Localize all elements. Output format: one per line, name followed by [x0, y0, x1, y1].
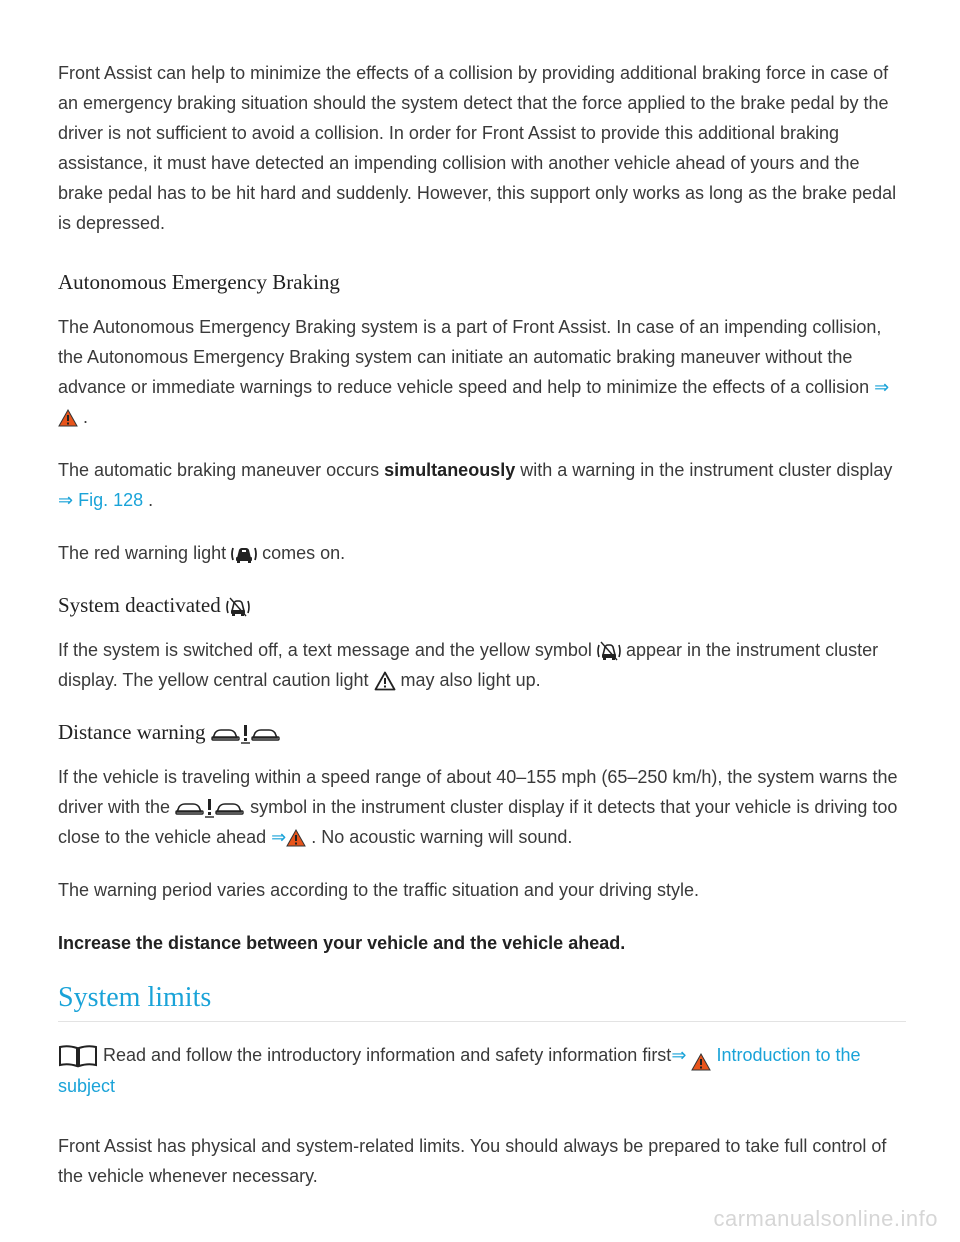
aeb-paragraph-3: The red warning light comes on.: [58, 543, 346, 563]
warning-triangle-icon: [691, 1053, 711, 1071]
watermark: carmanualsonline.info: [713, 1206, 938, 1231]
heading-distance-warning: Distance warning: [58, 718, 906, 746]
front-assist-warning-icon: [231, 544, 257, 564]
heading-autonomous-emergency-braking: Autonomous Emergency Braking: [58, 270, 340, 294]
warning-link[interactable]: ⇒: [58, 377, 889, 427]
aeb-paragraph-1: The Autonomous Emergency Braking system is a part of Front Assist. In case of an impending collision, the Autonomous Emergency Braking system can initiate an automatic braking maneuver without the advance or immediate warnings to reduce vehicle speed and help to minimize the effects of a collision ⇒ .: [58, 317, 890, 427]
section-divider: [58, 1021, 906, 1022]
book-icon: [58, 1044, 98, 1068]
intro-paragraph: Front Assist can help to minimize the effects of a collision by providing additional braking force in case of an emergency braking situation should the system detect that the force applied to the brake pedal by the driver is not sufficient to avoid a collision. In order for Front Assist to provide this additional braking assistance, it must have detected an impending collision with another vehicle ahead of yours and the brake pedal has to be hit hard and suddenly. However, this support only works as long as the brake pedal is depressed.: [58, 63, 897, 233]
front-assist-off-icon: [597, 640, 621, 662]
distance-paragraph-2: The warning period varies according to the traffic situation and your driving style.: [58, 880, 700, 900]
fig-128-link[interactable]: ⇒ Fig. 128: [58, 490, 144, 510]
distance-paragraph-1: If the vehicle is traveling within a speed range of about 40–155 mph (65–250 km/h), the system warns the driver with the symbol in the instrument cluster display if it detects that your vehicle is driving too close to the vehicle ahead ⇒ . No acoustic warning will sound.: [58, 767, 898, 847]
distance-paragraph-3: Increase the distance between your vehicle and the vehicle ahead.: [58, 933, 626, 953]
aeb-paragraph-2: The automatic braking maneuver occurs simultaneously with a warning in the instrument cluster display ⇒ Fig. 128 .: [58, 460, 893, 510]
introduction-link[interactable]: ⇒ Introduction to the subject: [58, 1045, 861, 1096]
page-content: [58, 58, 906, 1191]
distance-warning-icon: [211, 723, 281, 745]
limits-intro-paragraph: Read and follow the introductory information and safety information first⇒ Introduction to the subject: [58, 1045, 861, 1096]
distance-warning-icon: [175, 797, 245, 819]
front-assist-off-icon: [226, 596, 250, 618]
caution-triangle-icon: [374, 671, 396, 691]
warning-triangle-icon: [286, 829, 306, 847]
heading-system-deactivated: System deactivated: [58, 591, 906, 619]
limits-paragraph: Front Assist has physical and system-related limits. You should always be prepared to take full control of the vehicle whenever necessary.: [58, 1136, 887, 1186]
emphasis-simultaneously: simultaneously: [384, 460, 516, 480]
deactivated-paragraph: If the system is switched off, a text message and the yellow symbol appear in the instrument cluster display. The yellow central caution light may also light up.: [58, 640, 879, 690]
heading-system-limits: System limits: [58, 982, 212, 1013]
warning-link[interactable]: ⇒: [271, 827, 306, 847]
warning-triangle-icon: [58, 409, 78, 427]
